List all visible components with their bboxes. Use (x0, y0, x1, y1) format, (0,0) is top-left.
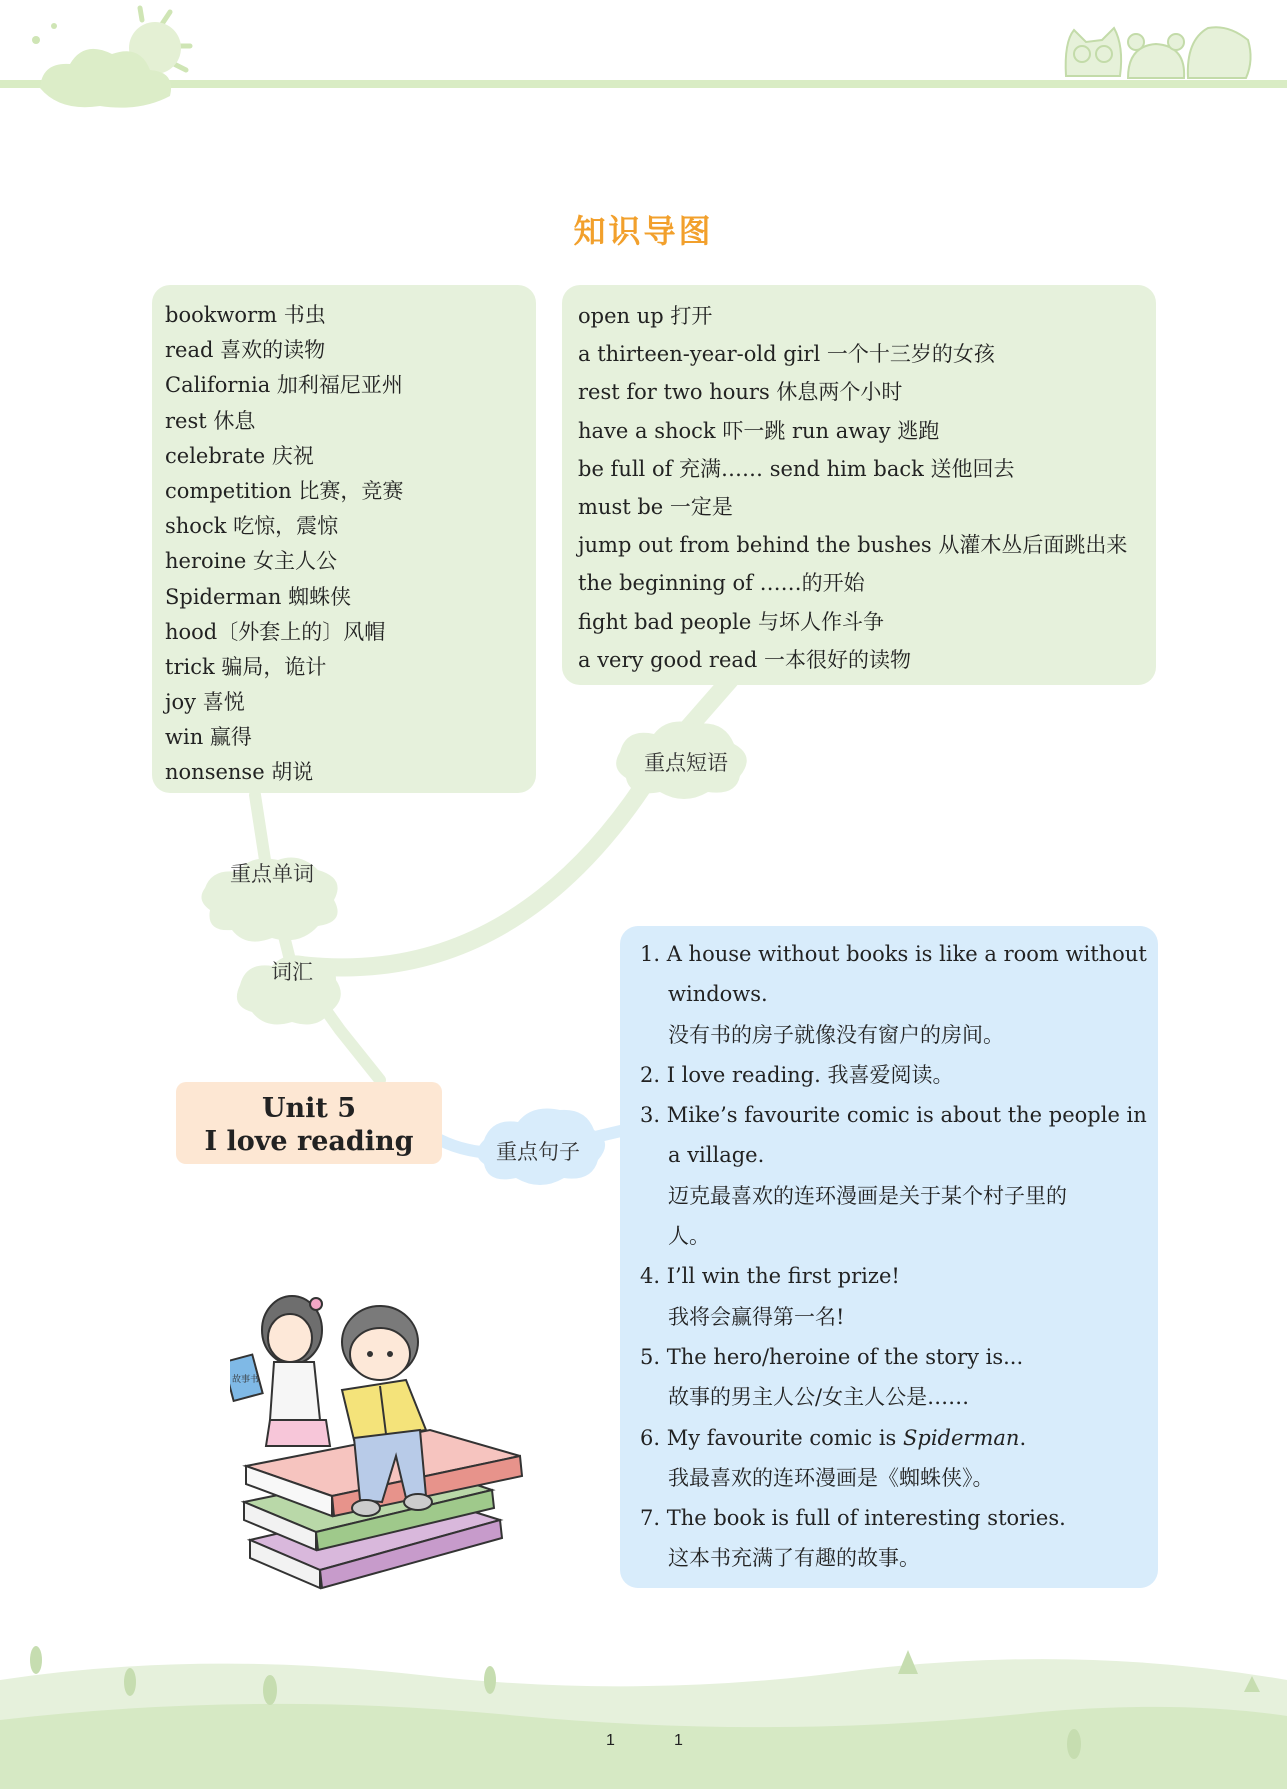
page-number-right: 1 (674, 1732, 683, 1749)
sentence-emphasis: Spiderman (903, 1425, 1020, 1450)
story-book-label: 故事书 (232, 1375, 260, 1385)
sentence-translation: 故事的男主人公/女主人公是…… (668, 1385, 970, 1410)
label-key-sentences: 重点句子 (496, 1140, 580, 1164)
phrase-item: a thirteen-year-old girl 一个十三岁的女孩 (578, 342, 995, 367)
phrase-item: the beginning of ……的开始 (578, 571, 865, 596)
sentence-translation: 没有书的房子就像没有窗户的房间。 (668, 1022, 1004, 1047)
sentence-text: . (1019, 1425, 1027, 1450)
key-phrases-list (578, 297, 1127, 679)
sentence-line: 5. The hero/heroine of the story is... (640, 1344, 1024, 1369)
phrase-item: have a shock 吓一跳 run away 逃跑 (578, 418, 940, 443)
key-words-list (165, 298, 403, 791)
label-vocab: 词汇 (271, 960, 313, 984)
page-number-left: 1 (606, 1732, 615, 1749)
sentence-translation: 这本书充满了有趣的故事。 (668, 1546, 920, 1571)
sentence-translation: 我将会赢得第一名! (668, 1304, 845, 1329)
phrase-item: a very good read 一本很好的读物 (578, 647, 912, 672)
sentence-line: a village. (668, 1143, 765, 1168)
word-item: shock 吃惊，震惊 (165, 514, 339, 539)
sentence-translation: 迈克最喜欢的连环漫画是关于某个村子里的 (668, 1183, 1067, 1208)
word-item: rest 休息 (165, 408, 256, 433)
children-reading-illustration (230, 1270, 530, 1610)
word-item: celebrate 庆祝 (165, 443, 314, 468)
word-item: competition 比赛，竞赛 (165, 478, 404, 503)
sentence-line: 2. I love reading. 我喜爱阅读。 (640, 1062, 954, 1087)
phrase-item: open up 打开 (578, 304, 713, 328)
sentence-translation: 人。 (668, 1224, 710, 1249)
label-key-words: 重点单词 (230, 862, 314, 886)
sentence-text: 6. My favourite comic is (640, 1425, 904, 1450)
phrase-item: be full of 充满…… send him back 送他回去 (578, 456, 1015, 481)
sentence-line: 1. A house without books is like a room without (640, 942, 1147, 966)
phrase-item: rest for two hours 休息两个小时 (578, 380, 903, 405)
word-item: joy 喜悦 (165, 690, 245, 715)
label-key-phrases: 重点短语 (644, 751, 728, 775)
page-title: 知识导图 (573, 212, 714, 250)
word-item: heroine 女主人公 (165, 549, 337, 574)
word-item: Spiderman 蜘蛛侠 (165, 584, 352, 609)
sentence-line: 7. The book is full of interesting stories. (640, 1506, 1066, 1531)
word-item: California 加利福尼亚州 (165, 373, 403, 398)
word-item: trick 骗局，诡计 (165, 654, 327, 679)
sentence-line: 3. Mike’s favourite comic is about the people in (640, 1103, 1147, 1128)
phrase-item: must be 一定是 (578, 494, 733, 519)
landscape-decoration (0, 1620, 1287, 1789)
unit-title-box (176, 1082, 442, 1164)
sentence-line: windows. (668, 982, 768, 1007)
sentence-line (640, 1418, 1145, 1458)
key-sentences-list (640, 934, 1145, 1579)
word-item: hood〔外套上的〕风帽 (165, 619, 386, 644)
word-item: win 赢得 (165, 725, 252, 750)
word-item: bookworm 书虫 (165, 303, 326, 327)
phrase-item: jump out from behind the bushes 从灌木丛后面跳出来 (578, 533, 1128, 558)
phrase-item: fight bad people 与坏人作斗争 (578, 609, 884, 634)
word-item: read 喜欢的读物 (165, 338, 326, 363)
unit-number: Unit 5 (261, 1093, 357, 1124)
sentence-line: 4. I’ll win the first prize! (640, 1264, 900, 1289)
sentence-translation: 我最喜欢的连环漫画是《蜘蛛侠》。 (668, 1465, 994, 1490)
word-item: nonsense 胡说 (165, 760, 314, 785)
unit-topic: I love reading (204, 1126, 414, 1157)
